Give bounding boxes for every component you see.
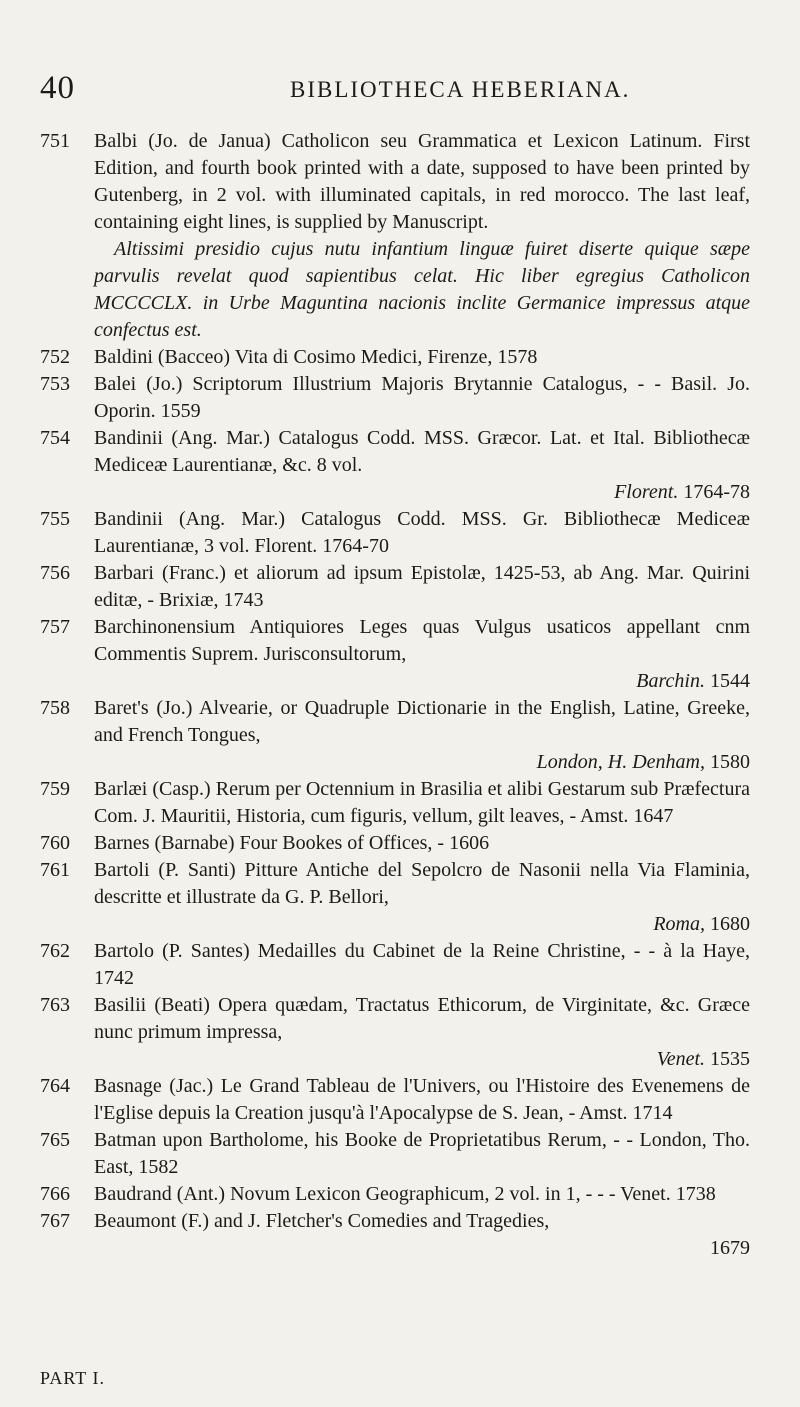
running-title: BIBLIOTHECA HEBERIANA. — [290, 77, 631, 102]
entry-751 — [40, 128, 750, 236]
imprint-year: 1544 — [710, 670, 750, 692]
catalogue-entries — [40, 128, 750, 1262]
entry-number: 763 — [40, 994, 70, 1016]
imprint-year: 1535 — [710, 1048, 750, 1070]
entry-text: Balbi (Jo. de Janua) Catholicon seu Grammatica et Lexicon Latinum. First Edition, and fourth book printed with a date, supposed to have been printed by Gutenberg, in 2 vol. with illuminated capitals, in red morocco. The last leaf, containing eight lines, is supplied by Manuscript. — [94, 130, 750, 233]
entry-text: Barnes (Barnabe) Four Bookes of Offices, - 1606 — [94, 832, 490, 854]
entry-text: Barbari (Franc.) et aliorum ad ipsum Epistolæ, 1425-53, ab Ang. Mar. Quirini editæ, - Brixiæ, 1743 — [94, 562, 750, 611]
entry-text: Baret's (Jo.) Alvearie, or Quadruple Dictionarie in the English, Latine, Greeke, and French Tongues, — [94, 697, 750, 746]
imprint-place: London, H. Denham, — [536, 751, 705, 773]
entry-753 — [40, 371, 750, 425]
entry-762 — [40, 938, 750, 992]
entry-number: 761 — [40, 859, 70, 881]
entry-766 — [40, 1181, 750, 1208]
entry-text: Basilii (Beati) Opera quædam, Tractatus Ethicorum, de Virginitate, &c. Græce nunc primum impressa, — [94, 994, 750, 1043]
entry-number: 760 — [40, 832, 70, 854]
imprint-year: 1580 — [710, 751, 750, 773]
entry-text: Barlæi (Casp.) Rerum per Octennium in Brasilia et alibi Gestarum sub Præfectura Com. J. Mauritii, Historia, cum figuris, vellum, gilt leaves, - Amst. 1647 — [94, 778, 750, 827]
entry-number: 755 — [40, 508, 70, 530]
page-number: 40 — [40, 70, 75, 106]
imprint-year: 1764-78 — [683, 481, 750, 503]
entry-759 — [40, 776, 750, 830]
entry-text: Basnage (Jac.) Le Grand Tableau de l'Univers, ou l'Histoire des Evenemens de l'Eglise depuis la Creation jusqu'à l'Apocalypse de S. Jean, - Amst. 1714 — [94, 1075, 750, 1124]
entry-imprint — [94, 911, 750, 938]
imprint-year: 1680 — [710, 913, 750, 935]
entry-number: 754 — [40, 427, 70, 449]
imprint-year: 1679 — [710, 1237, 750, 1259]
entry-758 — [40, 695, 750, 776]
imprint-place: Roma, — [653, 913, 705, 935]
entry-number: 752 — [40, 346, 70, 368]
entry-imprint — [94, 668, 750, 695]
entry-number: 767 — [40, 1210, 70, 1232]
entry-756 — [40, 560, 750, 614]
imprint-place: Florent. — [614, 481, 679, 503]
entry-text: Bartoli (P. Santi) Pitture Antiche del Sepolcro de Nasonii nella Via Flaminia, descritte et illustrate da G. P. Bellori, — [94, 859, 750, 908]
entry-number: 762 — [40, 940, 70, 962]
entry-text: Bandinii (Ang. Mar.) Catalogus Codd. MSS. Gr. Bibliothecæ Mediceæ Laurentianæ, 3 vol. Florent. 1764-70 — [94, 508, 750, 557]
entry-text: Balei (Jo.) Scriptorum Illustrium Majoris Brytannie Catalogus, - - Basil. Jo. Oporin. 1559 — [94, 373, 750, 422]
entry-imprint — [94, 479, 750, 506]
entry-757 — [40, 614, 750, 695]
entry-imprint — [94, 1046, 750, 1073]
entry-number: 757 — [40, 616, 70, 638]
entry-text: Baudrand (Ant.) Novum Lexicon Geographicum, 2 vol. in 1, - - - Venet. 1738 — [94, 1183, 716, 1205]
entry-text: Bartolo (P. Santes) Medailles du Cabinet de la Reine Christine, - - à la Haye, 1742 — [94, 940, 750, 989]
entry-text: Batman upon Bartholome, his Booke de Proprietatibus Rerum, - - London, Tho. East, 1582 — [94, 1129, 750, 1178]
entry-764 — [40, 1073, 750, 1127]
entry-767 — [40, 1208, 750, 1262]
entry-number: 758 — [40, 697, 70, 719]
entry-number: 766 — [40, 1183, 70, 1205]
signature-mark: PART I. — [40, 1368, 105, 1388]
entry-number: 756 — [40, 562, 70, 584]
imprint-place: Barchin. — [636, 670, 705, 692]
imprint-place: Venet. — [656, 1048, 705, 1070]
entry-755 — [40, 506, 750, 560]
entry-752 — [40, 344, 750, 371]
entry-number: 764 — [40, 1075, 70, 1097]
entry-number: 765 — [40, 1129, 70, 1151]
entry-text: Barchinonensium Antiquiores Leges quas Vulgus usaticos appellant cnm Commentis Suprem. Jurisconsultorum, — [94, 616, 750, 665]
entry-number: 753 — [40, 373, 70, 395]
entry-754 — [40, 425, 750, 506]
entry-763 — [40, 992, 750, 1073]
entry-765 — [40, 1127, 750, 1181]
entry-imprint — [94, 749, 750, 776]
entry-imprint — [94, 1235, 750, 1262]
entry-text: Beaumont (F.) and J. Fletcher's Comedies and Tragedies, — [94, 1210, 550, 1232]
entry-note: Altissimi presidio cujus nutu infantium linguæ fuiret diserte quique sæpe parvulis revelat quod sapientibus celat. Hic liber egregius Catholicon MCCCCLX. in Urbe Maguntina nacionis inclite Germanice impressus atque confectus est. — [94, 238, 750, 341]
entry-760 — [40, 830, 750, 857]
entry-number: 751 — [40, 130, 70, 152]
entry-761 — [40, 857, 750, 938]
entry-text: Bandinii (Ang. Mar.) Catalogus Codd. MSS. Græcor. Lat. et Ital. Bibliothecæ Mediceæ Laurentianæ, &c. 8 vol. — [94, 427, 750, 476]
entry-text: Baldini (Bacceo) Vita di Cosimo Medici, Firenze, 1578 — [94, 346, 538, 368]
entry-number: 759 — [40, 778, 70, 800]
